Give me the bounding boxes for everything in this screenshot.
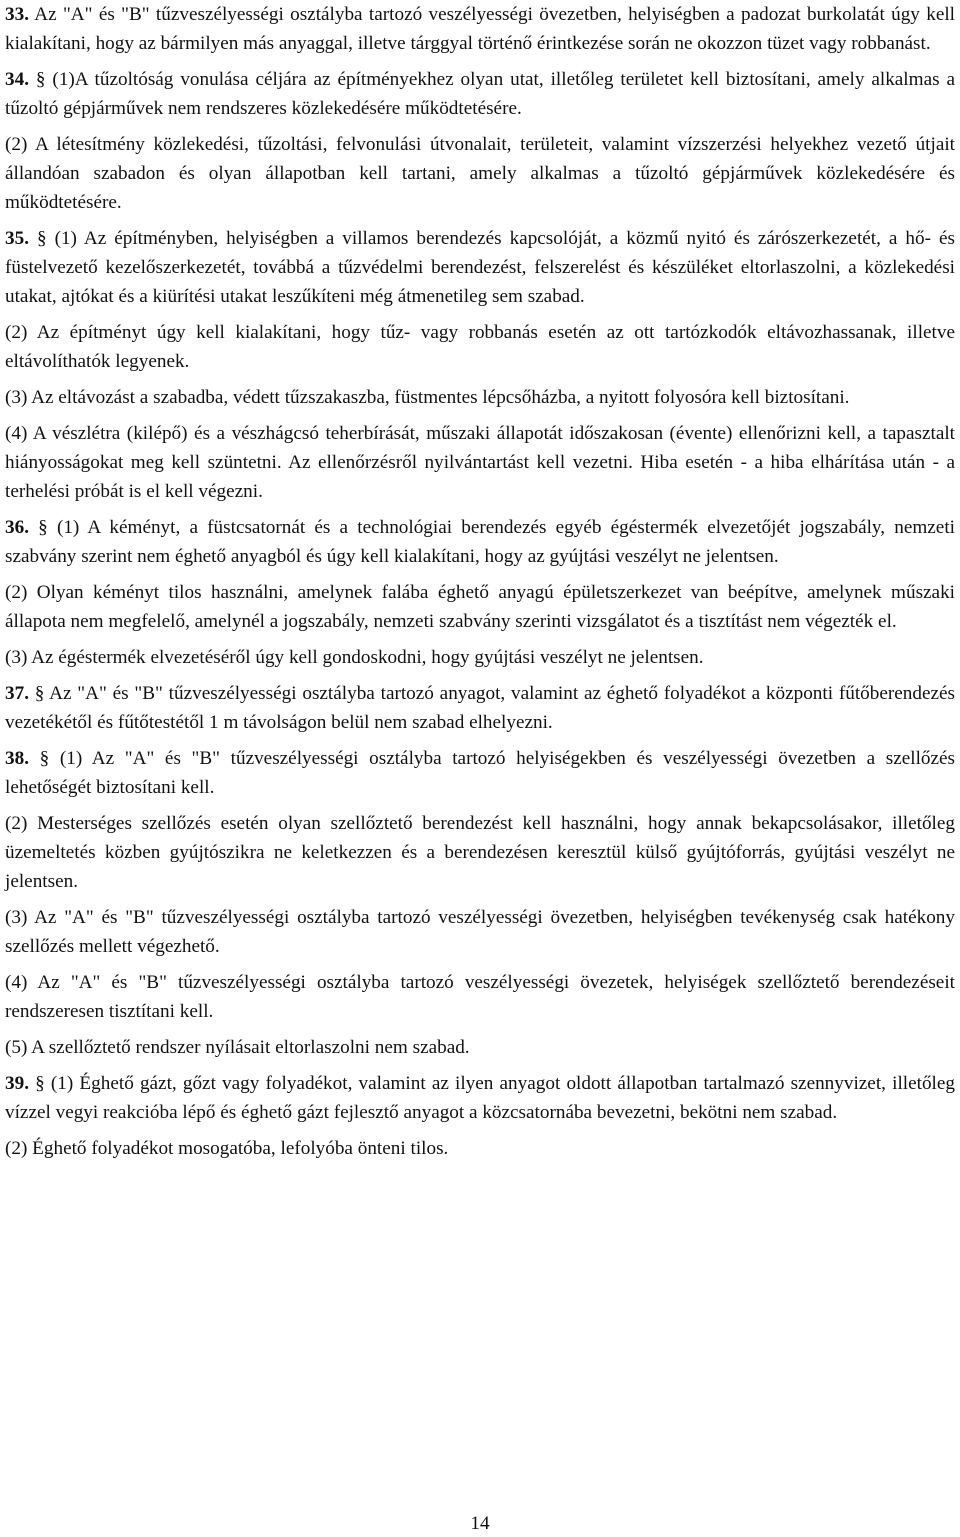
paragraph-38-5 [5,1033,955,1062]
paragraph-34-1 [5,65,955,123]
paragraph-39-2 [5,1134,955,1163]
paragraph-39-1 [5,1069,955,1127]
paragraph-text: (3) Az eltávozást a szabadba, védett tűzszakaszba, füstmentes lépcsőházba, a nyitott folyosóra kell biztosítani. [5,387,850,408]
paragraph-37 [5,679,955,737]
paragraph-text: (2) Az építményt úgy kell kialakítani, hogy tűz- vagy robbanás esetén az ott tartózkodók eltávozhassanak, illetve eltávolíthatók legyenek. [5,322,955,372]
paragraph-text: (5) A szellőztető rendszer nyílásait eltorlaszolni nem szabad. [5,1037,470,1058]
paragraph-35-3 [5,383,955,412]
paragraph-34-2 [5,130,955,217]
paragraph-text: § (1) Az "A" és "B" tűzveszélyességi osztályba tartozó helyiségekben és veszélyességi övezetben a szellőzés lehetőségét biztosítani kell. [5,748,955,798]
paragraph-35-2 [5,318,955,376]
paragraph-35-1 [5,224,955,311]
paragraph-36-1 [5,513,955,571]
paragraph-text: (2) Olyan kéményt tilos használni, amelynek falába éghető anyagú épületszerkezet van beépítve, amelynek műszaki állapota nem megfelelő, amelynél a jogszabály, nemzeti szabvány szerinti vizsgálatot és a tisztítást nem végezték el. [5,582,955,632]
paragraph-text: (2) A létesítmény közlekedési, tűzoltási, felvonulási útvonalait, területeit, valamint vízszerzési helyekhez vezető útjait állandóan szabadon és olyan állapotban kell tartani, amely alkalmas a tűzoltó gépjárművek közlekedésére és működtetésére. [5,134,955,213]
paragraph-text: § Az "A" és "B" tűzveszélyességi osztályba tartozó anyagot, valamint az éghető folyadékot a központi fűtőberendezés vezetékétől és fűtőtestétől 1 m távolságon belül nem szabad elhelyezni. [5,683,955,733]
paragraph-35-4 [5,419,955,506]
paragraph-text: (3) Az égéstermék elvezetéséről úgy kell gondoskodni, hogy gyújtási veszélyt ne jelentsen. [5,647,704,668]
document-page [5,0,955,1163]
paragraph-text: (2) Mesterséges szellőzés esetén olyan szellőztető berendezést kell használni, hogy annak bekapcsolásakor, illetőleg üzemeltetés közben gyújtószikra ne keletkezzen és a berendezésen keresztül külső gyújtóforrás, gyújtási veszélyt ne jelentsen. [5,813,955,892]
section-number: 37. [5,683,29,704]
section-number: 39. [5,1073,29,1094]
section-number: 33. [5,4,29,25]
paragraph-33 [5,0,955,58]
paragraph-text: Az "A" és "B" tűzveszélyességi osztályba tartozó veszélyességi övezetben, helyiségben a padozat burkolatát úgy kell kialakítani, hogy az bármilyen más anyaggal, illetve tárggyal történő érintkezése során ne okozzon tüzet vagy robbanást. [5,4,955,54]
paragraph-text: § (1) A kéményt, a füstcsatornát és a technológiai berendezés egyéb égéstermék elvezetőjét jogszabály, nemzeti szabvány szerint nem éghető anyagból és úgy kell kialakítani, hogy az gyújtási veszélyt ne jelentsen. [5,517,955,567]
section-number: 38. [5,748,29,769]
paragraph-38-1 [5,744,955,802]
section-number: 35. [5,228,29,249]
paragraph-text: (2) Éghető folyadékot mosogatóba, lefolyóba önteni tilos. [5,1138,449,1159]
section-number: 34. [5,69,29,90]
paragraph-text: § (1) Az építményben, helyiségben a villamos berendezés kapcsolóját, a közmű nyitó és zárószerkezetét, a hő- és füstelvezető kezelőszerkezetét, továbbá a tűzvédelmi berendezést, felszerelést és készüléket eltorlaszolni, a közlekedési utakat, ajtókat és a kiürítési utakat leszűkíteni még átmenetileg sem szabad. [5,228,955,307]
paragraph-36-3 [5,643,955,672]
paragraph-38-2 [5,809,955,896]
paragraph-text: (3) Az "A" és "B" tűzveszélyességi osztályba tartozó veszélyességi övezetben, helyiségben tevékenység csak hatékony szellőzés mellett végezhető. [5,907,955,957]
paragraph-38-4 [5,968,955,1026]
paragraph-text: (4) Az "A" és "B" tűzveszélyességi osztályba tartozó veszélyességi övezetek, helyiségek szellőztető berendezéseit rendszeresen tisztítani kell. [5,972,955,1022]
section-number: 36. [5,517,29,538]
paragraph-text: § (1) Éghető gázt, gőzt vagy folyadékot, valamint az ilyen anyagot oldott állapotban tartalmazó szennyvizet, illetőleg vízzel vegyi reakcióba lépő és éghető gázt fejlesztő anyagot a közcsatornába bevezetni, bekötni nem szabad. [5,1073,955,1123]
paragraph-text: (4) A vészlétra (kilépő) és a vészhágcsó teherbírását, műszaki állapotát időszakosan (évente) ellenőrizni kell, a tapasztalt hiányosságokat meg kell szüntetni. Az ellenőrzésről nyilvántartást kell vezetni. Hiba esetén - a hiba elhárítása után - a terhelési próbát is el kell végezni. [5,423,955,502]
paragraph-36-2 [5,578,955,636]
paragraph-text: § (1)A tűzoltóság vonulása céljára az építményekhez olyan utat, illetőleg területet kell biztosítani, amely alkalmas a tűzoltó gépjárművek nem rendszeres közlekedésére működtetésére. [5,69,955,119]
paragraph-38-3 [5,903,955,961]
page-number: 14 [470,1513,490,1534]
